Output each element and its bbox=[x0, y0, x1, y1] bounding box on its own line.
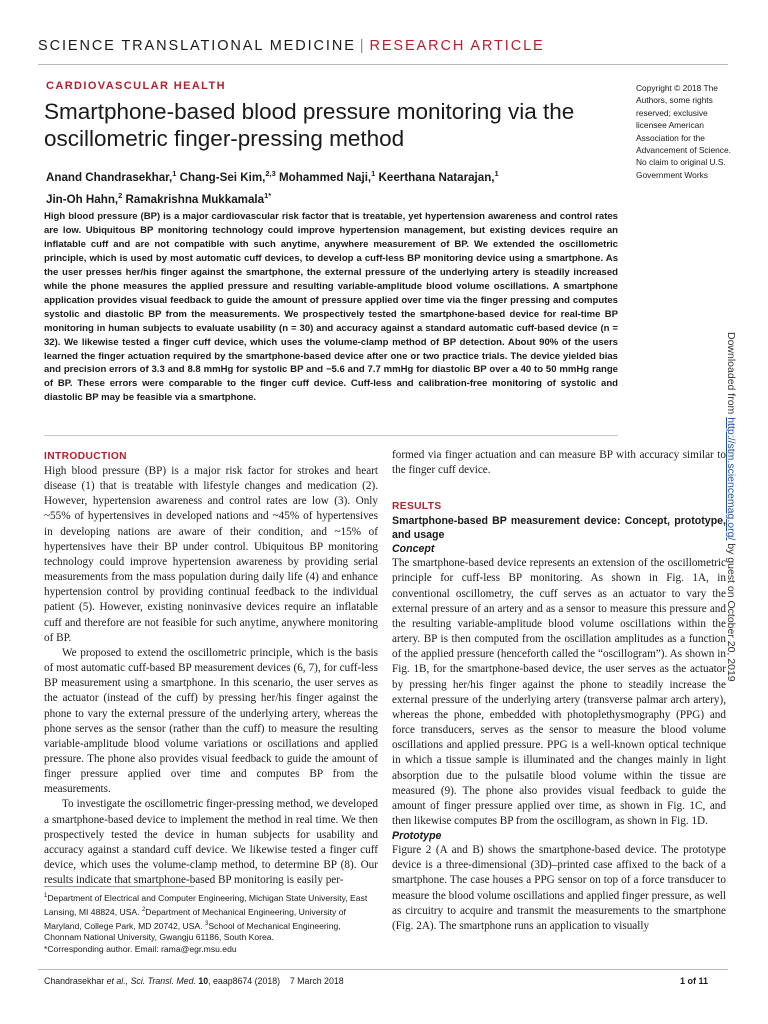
footer-authors: Chandrasekhar bbox=[44, 976, 107, 986]
header-divider bbox=[38, 64, 728, 65]
affiliation-mark: 1 bbox=[44, 893, 48, 899]
header-separator: | bbox=[359, 38, 366, 54]
affiliations bbox=[44, 891, 378, 956]
results-subheading: Smartphone-based BP measurement device: Concept, prototype, and usage bbox=[392, 515, 726, 542]
journal-name: SCIENCE TRANSLATIONAL MEDICINE bbox=[38, 38, 356, 54]
article-type: RESEARCH ARTICLE bbox=[369, 38, 545, 54]
footer-divider bbox=[38, 969, 728, 970]
author-affiliation-mark: 2 bbox=[118, 190, 123, 200]
author-affiliation-mark: 1 bbox=[494, 169, 499, 178]
section-label: CARDIOVASCULAR HEALTH bbox=[46, 80, 226, 92]
introduction-heading: INTRODUCTION bbox=[44, 451, 127, 462]
concept-paragraph: The smartphone-based device represents an extension of the oscillometric principle for cuff-less BP monitoring. As shown in Fig. 1A, in conventional oscillometry, the cuff serves as an actuator to vary the external pressure of an artery and as a sensor to measure this pressure and the resulting variable-amplitude blood volume oscillations within the artery. BP is then computed from the oscillation amplitudes as a function of the applied pressure (henceforth called the “oscillogram”). As shown in Fig. 1B, for the smartphone-based device, the user serves as the actuator by pressing her/his finger against the phone to steadily increase the external pressure of the underlying artery (transverse palmar arch artery), whereas the phone, embedded with photoplethysmography (PPG) and force transducers, serves as the sensor to measure the blood volume oscillations and applied pressure. PPG is a well-known optical technique in which a tissue sample is illuminated and the changes mainly in light absorption due to the pulsatile blood volume within the tissue are measured (9). The phone also provides visual feedback to guide the amount of finger pressure applied over time, as shown in Fig. 1C, and then likewise computes BP from the oscillogram, as shown in Fig. 1D. bbox=[392, 557, 726, 827]
abstract: High blood pressure (BP) is a major cardiovascular risk factor that is treatable, yet hypertension awareness and control rates are low. Ubiquitous BP monitoring technology could improve hypertension management, but existing devices require an inflatable cuff and are not compatible with such anytime, anywhere measurement of BP. We extended the oscillometric principle, which is used by most automatic cuff devices, to develop a cuff-less BP monitoring device using a smartphone. As the user presses her/his finger against the smartphone, the external pressure of the underlying artery is steadily increased while the phone measures the applied pressure and resulting variable-amplitude blood volume oscillations. A smartphone application provides visual feedback to guide the amount of pressure applied over time via the finger pressing and computes systolic and diastolic BP from the measurements. We prospectively tested the smartphone-based device for real-time BP monitoring in human subjects to evaluate usability (n = 30) and accuracy against a standard automatic cuff-based device (n = 32). We likewise tested a finger cuff device, which uses the volume-clamp method of BP detection. About 90% of the users learned the finger actuation required by the smartphone-based device after one or two practice trials. The device yielded bias and precision errors of 3.3 and 8.8 mmHg for systolic BP and −5.6 and 7.7 mmHg for diastolic BP over a 40 to 50 mmHg range of BP. These errors were comparable to the finger cuff device. Cuff-less and calibration-free monitoring of systolic and diastolic BP may be feasible via a smartphone. bbox=[44, 211, 618, 404]
affiliations-divider bbox=[44, 886, 194, 887]
download-note-suffix: by guest on October 20, 2019 bbox=[725, 540, 737, 682]
author-name: Chang-Sei Kim, bbox=[176, 170, 266, 184]
footer-article-info: , eaap8674 (2018) 7 March 2018 bbox=[208, 976, 344, 986]
page-number: 1 of 11 bbox=[680, 976, 709, 986]
footer-volume: 10 bbox=[195, 976, 209, 986]
affiliation-mark: 2 bbox=[141, 906, 146, 913]
copyright-notice: Copyright © 2018 The Authors, some rights reserved; exclusive licensee American Association for the Advancement of Science. No claim to original U.S. Government Works bbox=[636, 83, 731, 180]
intro-paragraph-2: We proposed to extend the oscillometric principle, which is the basis of most automatic cuff-based BP measurement devices (6, 7), for cuff-less BP measurement using a smartphone. In this scenario, the user serves as the actuator (instead of the cuff) by pressing her/his finger against the phone to vary the external pressure of the underlying artery, whereas the phone serves as the sensor (rather than the cuff) to measure the resulting variable-amplitude blood volume variations or oscillations and applied pressure. The phone also provides visual feedback to guide the amount of finger pressure applied over time and computes BP from the measurements. bbox=[44, 646, 378, 796]
author-affiliation-mark: 1 bbox=[371, 169, 376, 178]
abstract-divider bbox=[44, 435, 618, 436]
author-name: Jin-Oh Hahn, bbox=[46, 192, 119, 206]
affiliation-mark: 3 bbox=[204, 920, 209, 927]
footer-citation bbox=[44, 976, 344, 986]
intro-paragraph-3: To investigate the oscillometric finger-pressing method, we developed a smartphone-based device to implement the method in real time. We then prospectively tested the device in human subjects for usability and accuracy against a standard cuff device. We likewise tested a finger cuff device, which uses the volume-clamp method, to determine BP (8). Our results indicate that smartphone-based BP monitoring is easily per- bbox=[44, 798, 378, 887]
author-affiliation-mark: 2,3 bbox=[265, 169, 276, 178]
author-list bbox=[46, 165, 606, 209]
footer-etal: et al bbox=[106, 976, 124, 986]
intro-paragraph-1: High blood pressure (BP) is a major risk factor for strokes and heart disease (1) that is treatable with lifestyle changes and medication (2). However, hypertension awareness and control rates are low (3). Only ~55% of hypertensives in developed nations and ~45% of hypertensives in developing nations are aware of their condition, and ~15% of hypertensives have their BP under control. Ubiquitous BP monitoring technology could improve hypertension awareness by providing serial measurements from the mass population during daily life (4) and enhance hypertension control by providing continual feedback to the individual patient (5). However, existing noninvasive devices require an inflatable cuff and therefore are not feasible for such anytime, anywhere monitoring of BP. bbox=[44, 465, 378, 644]
journal-header bbox=[38, 38, 545, 54]
author-line-2 bbox=[46, 187, 606, 209]
author-affiliation-mark: 1 bbox=[172, 169, 177, 178]
concept-heading: Concept bbox=[392, 543, 435, 556]
affiliation-list bbox=[44, 891, 378, 944]
author-name: Ramakrishna Mukkamala bbox=[122, 192, 265, 206]
affiliation: School of Mechanical Engineering, Chonnam National University, Gwangju 61186, South Korea. bbox=[44, 920, 341, 943]
author-affiliation-mark: 1* bbox=[264, 190, 272, 200]
left-column bbox=[44, 450, 378, 888]
author-name: Mohammed Naji, bbox=[275, 170, 372, 184]
prototype-paragraph: Figure 2 (A and B) shows the smartphone-based device. The prototype device is a three-dimensional (3D)–printed case affixed to the back of a smartphone. The case houses a PPG sensor on top of a force transducer to measure the blood volume oscillations and applied finger pressure, as well as circuitry to acquire and transmit the measurements to the smartphone (Fig. 2A). The smartphone runs an application to visually bbox=[392, 844, 726, 932]
affiliation: Department of Mechanical Engineering, University of Maryland, College Park, MD 20742, USA. bbox=[44, 906, 346, 931]
author-name: Anand Chandrasekhar, bbox=[46, 170, 173, 184]
intro-paragraph-continued: formed via finger actuation and can measure BP with accuracy similar to the finger cuff device. bbox=[392, 449, 726, 477]
results-heading: RESULTS bbox=[392, 501, 442, 513]
download-note bbox=[725, 332, 737, 682]
footer-journal: ., Sci. Transl. Med. bbox=[123, 976, 196, 986]
affiliation: Department of Electrical and Computer Engineering, Michigan State University, East Lansing, MI 48824, USA. bbox=[44, 892, 368, 917]
author-line-1 bbox=[46, 165, 606, 187]
journal-link[interactable]: http://stm.sciencemag.org/ bbox=[725, 417, 737, 541]
author-name: Keerthana Natarajan, bbox=[375, 170, 495, 184]
right-column bbox=[392, 448, 726, 934]
download-note-prefix: Downloaded from bbox=[725, 332, 737, 418]
article-title: Smartphone-based blood pressure monitoring via the oscillometric finger-pressing method bbox=[44, 99, 575, 151]
prototype-heading: Prototype bbox=[392, 830, 442, 843]
corresponding-author: *Corresponding author. Email: rama@egr.msu.edu bbox=[44, 944, 237, 955]
